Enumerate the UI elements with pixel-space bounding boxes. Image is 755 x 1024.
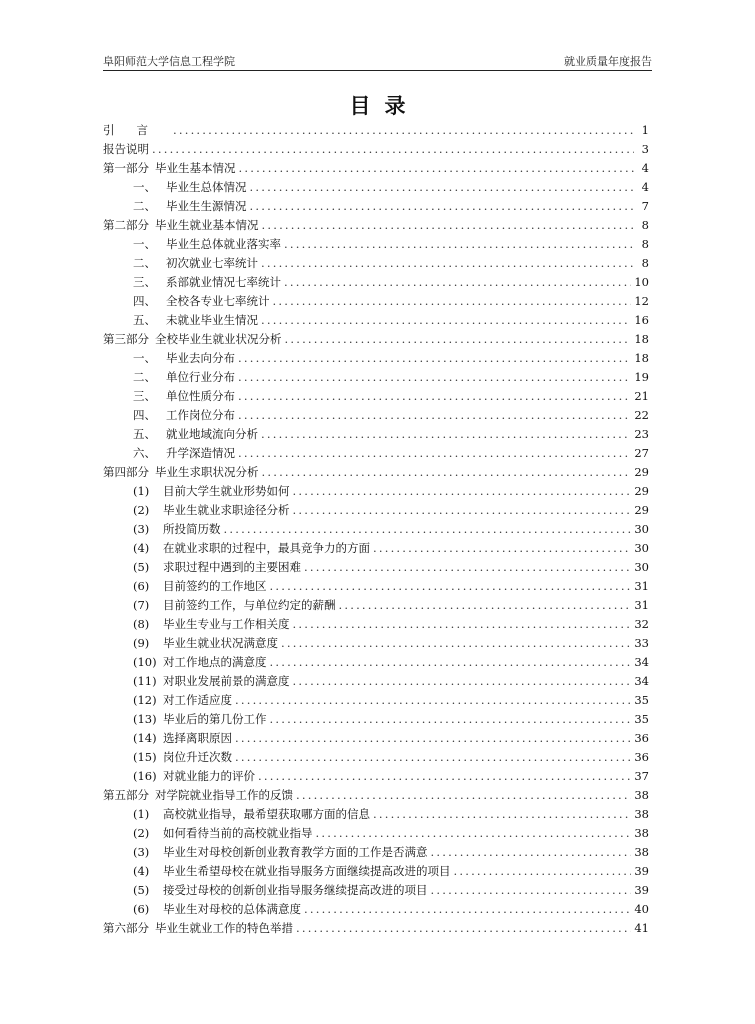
toc-entry-title: 就业地域流向分析	[166, 427, 258, 441]
toc-entry-page: 7	[641, 199, 649, 213]
toc-dot-leader	[261, 254, 634, 273]
toc-dot-leader	[238, 349, 631, 368]
toc-entry-title: 毕业生生源情况	[166, 199, 247, 213]
toc-dot-leader	[152, 140, 634, 159]
toc-entry[interactable]	[103, 615, 649, 634]
toc-dot-leader	[284, 273, 631, 292]
toc-dot-leader	[316, 824, 632, 843]
toc-entry[interactable]	[103, 634, 649, 653]
toc-entry-page: 34	[634, 674, 649, 688]
toc-entry-number: 五、	[133, 427, 156, 441]
toc-entry[interactable]	[103, 881, 649, 900]
toc-entry-page: 12	[634, 294, 649, 308]
toc-entry[interactable]	[103, 919, 649, 938]
toc-entry-title: 工作岗位分布	[166, 408, 235, 422]
toc-entry[interactable]	[103, 482, 649, 501]
toc-dot-leader	[454, 862, 632, 881]
toc-entry-title: 如何看待当前的高校就业指导	[163, 826, 313, 840]
toc-entry-title: 毕业后的第几份工作	[163, 712, 267, 726]
toc-entry-number: 四、	[133, 294, 156, 308]
toc-entry-page: 29	[634, 503, 649, 517]
header-report-name: 就业质量年度报告	[564, 55, 652, 68]
toc-entry-page: 30	[634, 541, 649, 555]
toc-entry[interactable]	[103, 425, 649, 444]
toc-entry-number: (5)	[133, 883, 150, 897]
toc-entry[interactable]	[103, 292, 649, 311]
toc-dot-leader	[284, 235, 634, 254]
toc-entry-title: 毕业生对母校创新创业教育教学方面的工作是否满意	[163, 845, 428, 859]
toc-entry-number: 第一部分	[103, 161, 149, 175]
toc-entry-title: 岗位升迁次数	[163, 750, 232, 764]
toc-dot-leader	[250, 197, 635, 216]
toc-entry-page: 31	[634, 598, 649, 612]
toc-dot-leader	[224, 520, 632, 539]
toc-entry[interactable]	[103, 368, 649, 387]
toc-entry[interactable]	[103, 520, 649, 539]
toc-entry-title: 高校就业指导，最希望获取哪方面的信息	[163, 807, 370, 821]
toc-entry-number: (12)	[133, 693, 157, 707]
toc-entry-page: 30	[634, 560, 649, 574]
toc-entry-page: 23	[634, 427, 649, 441]
toc-entry-title: 对职业发展前景的满意度	[163, 674, 290, 688]
table-of-contents	[103, 121, 649, 938]
toc-dot-leader	[304, 558, 631, 577]
toc-entry[interactable]	[103, 254, 649, 273]
toc-entry-number: (6)	[133, 902, 150, 916]
toc-entry-page: 1	[641, 123, 649, 137]
toc-entry-page: 39	[634, 883, 649, 897]
toc-dot-leader	[293, 501, 632, 520]
page-header	[103, 55, 652, 71]
toc-entry-page: 16	[634, 313, 649, 327]
toc-entry-title: 毕业生总体就业落实率	[166, 237, 281, 251]
toc-dot-leader	[261, 425, 631, 444]
toc-dot-leader	[293, 672, 632, 691]
toc-entry[interactable]	[103, 273, 649, 292]
toc-entry-title: 毕业生就业求职途径分析	[163, 503, 290, 517]
toc-entry-title: 升学深造情况	[166, 446, 235, 460]
toc-entry-number: (4)	[133, 864, 150, 878]
toc-dot-leader	[235, 691, 631, 710]
toc-entry-title: 单位行业分布	[166, 370, 235, 384]
toc-dot-leader	[262, 463, 632, 482]
toc-entry-page: 35	[634, 712, 649, 726]
toc-entry-number: 五、	[133, 313, 156, 327]
toc-entry-title: 对就业能力的评价	[163, 769, 255, 783]
toc-dot-leader	[304, 900, 631, 919]
toc-entry-page: 36	[634, 750, 649, 764]
toc-entry-title: 目前签约工作，与单位约定的薪酬	[163, 598, 336, 612]
toc-entry-number: (1)	[133, 807, 150, 821]
toc-dot-leader	[431, 843, 632, 862]
toc-dot-leader	[373, 539, 631, 558]
toc-entry[interactable]	[103, 843, 649, 862]
toc-entry-page: 32	[634, 617, 649, 631]
toc-entry-title: 在就业求职的过程中，最具竞争力的方面	[163, 541, 370, 555]
toc-entry-page: 4	[641, 161, 649, 175]
toc-entry-number: 三、	[133, 389, 156, 403]
toc-entry-page: 8	[641, 237, 649, 251]
toc-entry-page: 8	[641, 218, 649, 232]
toc-entry-title: 未就业毕业生情况	[166, 313, 258, 327]
toc-entry-number: 一、	[133, 351, 156, 365]
toc-entry[interactable]	[103, 900, 649, 919]
toc-dot-leader	[339, 596, 632, 615]
toc-entry-page: 22	[634, 408, 649, 422]
toc-entry-title: 目前签约的工作地区	[163, 579, 267, 593]
toc-entry-page: 38	[634, 826, 649, 840]
toc-entry-page: 39	[634, 864, 649, 878]
toc-entry-title: 毕业生就业基本情况	[155, 218, 259, 232]
toc-entry[interactable]	[103, 653, 649, 672]
toc-entry[interactable]	[103, 786, 649, 805]
toc-entry-title: 对学院就业指导工作的反馈	[155, 788, 293, 802]
toc-entry-page: 29	[634, 465, 649, 479]
toc-entry-number: (1)	[133, 484, 150, 498]
toc-entry-page: 38	[634, 845, 649, 859]
toc-entry-title: 毕业生总体情况	[166, 180, 247, 194]
toc-entry-number: (5)	[133, 560, 150, 574]
toc-entry[interactable]	[103, 501, 649, 520]
toc-entry[interactable]	[103, 672, 649, 691]
toc-entry[interactable]	[103, 197, 649, 216]
toc-entry-title: 目前大学生就业形势如何	[163, 484, 290, 498]
toc-dot-leader	[270, 653, 632, 672]
toc-entry-number: 六、	[133, 446, 156, 460]
toc-entry-number: (16)	[133, 769, 157, 783]
toc-entry-number: 第五部分	[103, 788, 149, 802]
toc-dot-leader	[293, 482, 632, 501]
toc-entry-page: 38	[634, 788, 649, 802]
toc-entry-number: (4)	[133, 541, 150, 555]
toc-dot-leader	[238, 444, 631, 463]
toc-dot-leader	[250, 178, 635, 197]
toc-entry[interactable]	[103, 235, 649, 254]
toc-entry-page: 33	[634, 636, 649, 650]
toc-entry-page: 30	[634, 522, 649, 536]
toc-entry-title: 全校各专业七率统计	[166, 294, 270, 308]
toc-entry-title: 毕业生专业与工作相关度	[163, 617, 290, 631]
toc-entry-title: 选择离职原因	[163, 731, 232, 745]
toc-dot-leader	[261, 311, 631, 330]
toc-entry[interactable]	[103, 444, 649, 463]
toc-entry-title: 毕业生对母校的总体满意度	[163, 902, 301, 916]
toc-entry-number: (11)	[133, 674, 157, 688]
toc-entry[interactable]	[103, 862, 649, 881]
toc-dot-leader	[258, 767, 631, 786]
toc-entry-number: (3)	[133, 845, 150, 859]
toc-entry-page: 35	[634, 693, 649, 707]
page-title: 目录	[349, 94, 420, 118]
toc-entry-number: 第六部分	[103, 921, 149, 935]
toc-entry[interactable]	[103, 463, 649, 482]
toc-dot-leader	[431, 881, 632, 900]
toc-entry[interactable]	[103, 767, 649, 786]
toc-entry-page: 40	[634, 902, 649, 916]
toc-entry-page: 18	[634, 332, 649, 346]
toc-entry[interactable]	[103, 216, 649, 235]
toc-entry-number: (15)	[133, 750, 157, 764]
toc-entry-page: 37	[634, 769, 649, 783]
toc-entry-number: (10)	[133, 655, 157, 669]
toc-entry-number: (14)	[133, 731, 157, 745]
toc-entry-page: 31	[634, 579, 649, 593]
toc-entry-title: 毕业生希望母校在就业指导服务方面继续提高改进的项目	[163, 864, 451, 878]
toc-dot-leader	[281, 634, 631, 653]
toc-entry[interactable]	[103, 729, 649, 748]
toc-entry-page: 27	[634, 446, 649, 460]
toc-dot-leader	[239, 159, 635, 178]
toc-entry-number: 二、	[133, 370, 156, 384]
toc-dot-leader	[296, 786, 631, 805]
toc-entry-title: 单位性质分布	[166, 389, 235, 403]
toc-entry[interactable]	[103, 121, 649, 140]
toc-entry[interactable]	[103, 539, 649, 558]
toc-entry-title: 引言	[103, 123, 170, 137]
toc-entry[interactable]	[103, 824, 649, 843]
toc-entry-number: (13)	[133, 712, 157, 726]
toc-dot-leader	[238, 406, 631, 425]
toc-entry-title: 毕业生就业状况满意度	[163, 636, 278, 650]
toc-entry-number: (7)	[133, 598, 150, 612]
toc-dot-leader	[285, 330, 632, 349]
toc-entry-title: 毕业生就业工作的特色举措	[155, 921, 293, 935]
toc-dot-leader	[273, 292, 632, 311]
toc-entry[interactable]	[103, 748, 649, 767]
toc-entry-page: 29	[634, 484, 649, 498]
toc-dot-leader	[262, 216, 635, 235]
toc-entry[interactable]	[103, 710, 649, 729]
toc-dot-leader	[238, 368, 631, 387]
toc-entry[interactable]	[103, 178, 649, 197]
toc-entry-title: 求职过程中遇到的主要困难	[163, 560, 301, 574]
toc-dot-leader	[373, 805, 631, 824]
toc-entry[interactable]	[103, 311, 649, 330]
toc-entry[interactable]	[103, 330, 649, 349]
toc-entry-number: (3)	[133, 522, 150, 536]
toc-entry[interactable]	[103, 805, 649, 824]
toc-entry-title: 对工作适应度	[163, 693, 232, 707]
toc-entry-page: 41	[634, 921, 649, 935]
toc-entry-number: (2)	[133, 503, 150, 517]
toc-entry-title: 全校毕业生就业状况分析	[155, 332, 282, 346]
toc-dot-leader	[296, 919, 631, 938]
toc-entry-page: 10	[634, 275, 649, 289]
toc-entry-title: 所投简历数	[163, 522, 221, 536]
toc-entry-page: 38	[634, 807, 649, 821]
toc-entry[interactable]	[103, 596, 649, 615]
toc-entry[interactable]	[103, 387, 649, 406]
toc-entry-number: (8)	[133, 617, 150, 631]
toc-entry-number: 一、	[133, 237, 156, 251]
toc-entry-number: 第三部分	[103, 332, 149, 346]
toc-entry[interactable]	[103, 349, 649, 368]
toc-dot-leader	[270, 710, 632, 729]
toc-entry-number: 四、	[133, 408, 156, 422]
toc-dot-leader	[270, 577, 632, 596]
toc-entry-number: 第二部分	[103, 218, 149, 232]
toc-entry-page: 8	[641, 256, 649, 270]
toc-entry-number: (6)	[133, 579, 150, 593]
toc-entry[interactable]	[103, 577, 649, 596]
toc-dot-leader	[173, 121, 634, 140]
toc-entry-number: (9)	[133, 636, 150, 650]
toc-entry-page: 36	[634, 731, 649, 745]
toc-entry-number: (2)	[133, 826, 150, 840]
toc-entry-title: 毕业去向分布	[166, 351, 235, 365]
toc-entry-page: 3	[641, 142, 649, 156]
toc-entry-number: 二、	[133, 256, 156, 270]
toc-entry[interactable]	[103, 140, 649, 159]
toc-entry[interactable]	[103, 406, 649, 425]
toc-entry[interactable]	[103, 558, 649, 577]
toc-entry-title: 初次就业七率统计	[166, 256, 258, 270]
toc-entry-page: 18	[634, 351, 649, 365]
toc-dot-leader	[235, 729, 631, 748]
toc-entry-title: 对工作地点的满意度	[163, 655, 267, 669]
toc-entry[interactable]	[103, 159, 649, 178]
toc-entry-page: 34	[634, 655, 649, 669]
toc-entry-number: 一、	[133, 180, 156, 194]
toc-entry-number: 二、	[133, 199, 156, 213]
toc-entry-page: 19	[634, 370, 649, 384]
toc-entry-title: 系部就业情况七率统计	[166, 275, 281, 289]
toc-entry-title: 毕业生求职状况分析	[155, 465, 259, 479]
toc-entry[interactable]	[103, 691, 649, 710]
toc-entry-page: 4	[641, 180, 649, 194]
toc-entry-title: 报告说明	[103, 142, 149, 156]
toc-dot-leader	[293, 615, 632, 634]
header-institution: 阜阳师范大学信息工程学院	[103, 55, 235, 68]
toc-dot-leader	[235, 748, 631, 767]
toc-entry-title: 接受过母校的创新创业指导服务继续提高改进的项目	[163, 883, 428, 897]
toc-entry-number: 第四部分	[103, 465, 149, 479]
toc-entry-number: 三、	[133, 275, 156, 289]
toc-dot-leader	[238, 387, 631, 406]
toc-entry-page: 21	[634, 389, 649, 403]
toc-entry-title: 毕业生基本情况	[155, 161, 236, 175]
